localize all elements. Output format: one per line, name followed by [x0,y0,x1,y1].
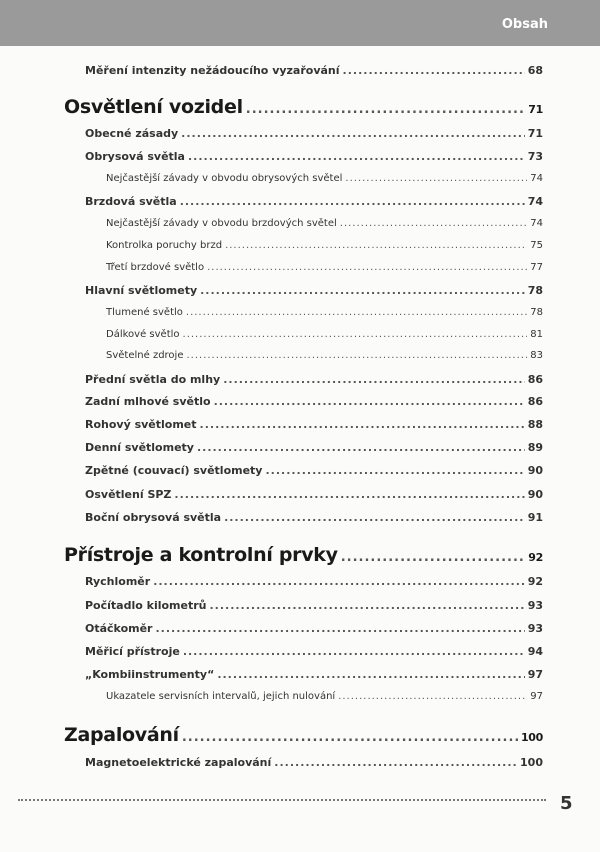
toc-chapter-entry[interactable] [64,96,543,118]
toc-subentry-page: 81 [530,329,543,340]
leader-dots [200,418,525,431]
toc-entry[interactable] [85,395,543,408]
leader-dots [341,550,526,565]
toc-entry-label: Měřicí přístroje [85,645,180,658]
toc-entry-label: Hlavní světlomety [85,284,198,297]
toc-subentry-label: Nejčastější závady v obvodu obrysových světel [106,173,343,184]
toc-entry-label: Rychloměr [85,575,151,588]
toc-entry-page: 68 [527,64,543,77]
toc-entry[interactable] [85,575,543,588]
toc-entry[interactable] [85,622,543,635]
toc-entry-label: Denní světlomety [85,441,194,454]
toc-chapter-page: 100 [520,731,543,744]
toc-entry-label: Obrysová světla [85,150,185,163]
toc-subentry[interactable] [106,173,543,184]
toc-subentry[interactable] [106,218,543,229]
leader-dots [338,691,527,702]
toc-subentry[interactable] [106,240,543,251]
leader-dots [155,622,524,635]
toc-entry[interactable] [85,668,543,681]
toc-entry[interactable] [85,418,543,431]
toc-subentry-page: 77 [530,262,543,273]
leader-dots [183,645,525,658]
leader-dots [180,195,525,208]
toc-subentry-page: 83 [530,350,543,361]
leader-dots [340,218,528,229]
leader-dots [207,262,527,273]
leader-dots [265,464,524,477]
toc-subentry-page: 75 [530,240,543,251]
toc-entry-page: 90 [527,464,543,477]
leader-dots [188,150,525,163]
toc-entry-page: 93 [527,622,543,635]
toc-entry[interactable] [85,441,543,454]
toc-chapter-page: 71 [528,103,543,116]
leader-dots [274,756,517,769]
header-title: Obsah [501,17,548,32]
toc-entry-page: 92 [527,575,543,588]
leader-dots [153,575,525,588]
toc-chapter-entry[interactable] [64,544,543,566]
toc-subentry-label: Ukazatele servisních intervalů, jejich nulování [106,691,336,702]
toc-chapter-label: Přístroje a kontrolní prvky [64,544,338,566]
leader-dots [182,730,518,745]
toc-entry-label: Měření intenzity nežádoucího vyzařování [85,64,340,77]
toc-entry[interactable] [85,64,543,77]
toc-entry-page: 91 [527,511,543,524]
toc-subentry[interactable] [106,262,543,273]
toc-entry[interactable] [85,464,543,477]
toc-entry-label: Boční obrysová světla [85,511,222,524]
toc-subentry-page: 97 [530,691,543,702]
toc-subentry[interactable] [106,350,543,361]
leader-dots [197,441,525,454]
toc-chapter-page: 92 [528,551,543,564]
toc-entry-label: Osvětlení SPZ [85,488,172,501]
toc-entry[interactable] [85,373,543,386]
toc-entry-page: 89 [527,441,543,454]
leader-dots [181,127,525,140]
toc-entry-page: 86 [527,395,543,408]
toc-entry-label: Zpětné (couvací) světlomety [85,464,263,477]
toc-subentry-label: Nejčastější závady v obvodu brzdových světel [106,218,337,229]
toc-entry-page: 100 [520,756,543,769]
toc-subentry-page: 74 [530,218,543,229]
page-header-bar [0,0,600,46]
leader-dots [209,599,524,612]
leader-dots [224,511,525,524]
toc-entry-page: 78 [527,284,543,297]
toc-entry-page: 88 [527,418,543,431]
toc-entry-page: 71 [527,127,543,140]
toc-entry[interactable] [85,645,543,658]
leader-dots [174,488,524,501]
toc-entry-page: 73 [527,150,543,163]
leader-dots [183,329,528,340]
toc-entry-label: Obecné zásady [85,127,179,140]
page-number: 5 [560,793,573,814]
toc-subentry[interactable] [106,307,543,318]
toc-chapter-label: Zapalování [64,724,179,746]
toc-entry-page: 94 [527,645,543,658]
leader-dots [225,240,527,251]
toc-subentry-label: Světelné zdroje [106,350,184,361]
leader-dots [200,284,525,297]
toc-entry[interactable] [85,756,543,769]
toc-entry[interactable] [85,488,543,501]
toc-subentry-label: Kontrolka poruchy brzd [106,240,223,251]
leader-dots [214,395,525,408]
leader-dots [217,668,524,681]
toc-entry-label: Brzdová světla [85,195,177,208]
leader-dots [246,102,526,117]
leader-dots [223,373,524,386]
toc-entry[interactable] [85,150,543,163]
toc-subentry-page: 74 [530,173,543,184]
toc-subentry[interactable] [106,329,543,340]
toc-entry-page: 74 [527,195,543,208]
toc-entry[interactable] [85,284,543,297]
toc-entry-label: Rohový světlomet [85,418,197,431]
leader-dots [186,307,527,318]
toc-subentry[interactable] [106,691,543,702]
leader-dots [345,173,527,184]
toc-chapter-label: Osvětlení vozidel [64,96,243,118]
leader-dots [343,64,525,77]
toc-entry[interactable] [85,511,543,524]
leader-dots [186,350,527,361]
toc-entry-label: Otáčkoměr [85,622,153,635]
toc-entry-label: Magnetoelektrické zapalování [85,756,272,769]
toc-entry[interactable] [85,195,543,208]
toc-entry-page: 86 [527,373,543,386]
toc-entry-label: Přední světla do mlhy [85,373,221,386]
footer-dotted-rule [18,799,546,801]
toc-subentry-label: Třetí brzdové světlo [106,262,205,273]
toc-entry-label: „Kombiinstrumenty“ [85,668,215,681]
toc-subentry-label: Dálkové světlo [106,329,180,340]
toc-entry-label: Zadní mlhové světlo [85,395,211,408]
toc-entry-page: 93 [527,599,543,612]
toc-chapter-entry[interactable] [64,724,543,746]
toc-subentry-label: Tlumené světlo [106,307,183,318]
toc-subentry-page: 78 [530,307,543,318]
toc-entry[interactable] [85,127,543,140]
toc-entry-page: 90 [527,488,543,501]
toc-entry-label: Počítadlo kilometrů [85,599,207,612]
toc-entry-page: 97 [527,668,543,681]
toc-entry[interactable] [85,599,543,612]
